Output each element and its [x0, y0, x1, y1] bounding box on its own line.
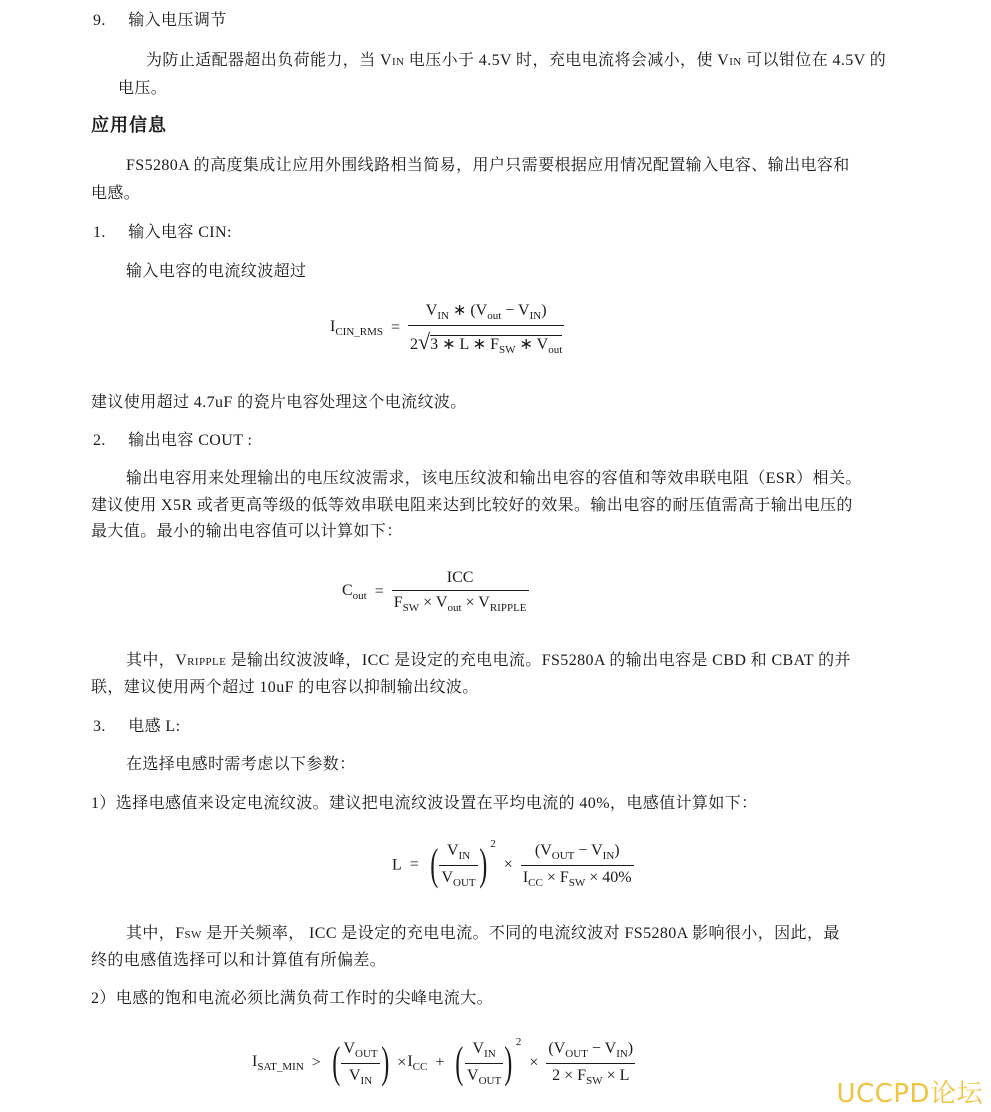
paragraph-line: 其中，VRIPPLE 是输出纹波波峰，ICC 是设定的充电电流。FS5280A 的输出电容是 CBD 和 CBAT 的并: [126, 652, 851, 669]
subscript: IN: [729, 56, 742, 68]
eq-lhs: $I_{SAT\_MIN}$: [252, 1053, 304, 1074]
paragraph-line: 输入电容的电流纹波超过: [126, 263, 307, 280]
section-heading: 应用信息: [91, 115, 167, 136]
times-sign: ×: [503, 856, 513, 874]
denominator: $F_{SW} \times V_{out} \times V_{RIPPLE}$: [392, 590, 529, 614]
right-paren-icon: ): [478, 840, 487, 890]
paragraph-line: 最大值。最小的输出电容值可以计算如下：: [91, 523, 403, 540]
list-item-heading: [93, 222, 232, 244]
item-title: 输入电容 CIN:: [128, 224, 232, 241]
paragraph-line: 输出电容用来处理输出的电压纹波需求，该电压纹波和输出电容的容值和等效串联电阻（ESR）相关。: [126, 470, 862, 487]
watermark: UCCPD论坛: [836, 1079, 983, 1109]
numerator: $V_{IN}$ ∗ $(V_{out} - V_{IN})$: [425, 302, 547, 322]
subscript: IN: [391, 56, 405, 68]
paragraph-line: 电压。: [118, 80, 168, 97]
equation-isat-min: $I_{SAT\_MIN}$ > ( $\frac{V_{OUT}}{V_{IN}}$ ) $\times I_{CC}$ + ( $\frac{V_{IN}}{V_{OUT}}$ ) $^2$ × $\frac{(V_{OUT} - V_{IN})}{2 \times F_{SW} \times L}$: [252, 1036, 634, 1088]
item-title: 电感 L:: [128, 718, 181, 735]
list-item-heading: [93, 716, 180, 738]
paragraph-line: 终的电感值选择可以和计算值有所偏差。: [91, 952, 387, 969]
paragraph-line: FS5280A 的高度集成让应用外围线路相当简易，用户只需要根据应用情况配置输入电容、输出电容和: [126, 157, 850, 174]
equals-sign: =: [409, 856, 419, 874]
times-sign: ×: [397, 1054, 407, 1072]
left-paren-icon: (: [332, 1038, 341, 1088]
paragraph-line: 1）选择电感值来设定电流纹波。建议把电流纹波设置在平均电流的 40%，电感值计算如下：: [91, 795, 758, 812]
right-paren-icon: ): [380, 1038, 389, 1088]
left-paren-icon: (: [430, 840, 439, 890]
equals-sign: =: [374, 582, 384, 600]
fraction: $\frac{V_{OUT}}{V_{IN}}$: [343, 1039, 378, 1087]
exponent: 2: [490, 838, 496, 850]
text: 电压小于 4.5V 时，充电电流将会减小，使 V: [404, 52, 730, 69]
paragraph-line: 联，建议使用两个超过 10uF 的电容以抑制输出纹波。: [91, 679, 479, 696]
section-title: 输入电压调节: [128, 12, 227, 29]
left-paren-icon: (: [455, 1038, 464, 1088]
sqrt-icon: √: [418, 329, 431, 354]
fraction: $\frac{V_{IN}}{V_{OUT}}$: [441, 841, 476, 889]
eq-lhs: $C_{out}$: [342, 581, 367, 602]
section-number: 9.: [93, 12, 106, 29]
equation-icin-rms: [330, 300, 564, 356]
paragraph-line: 建议使用 X5R 或者更高等级的低等效串联电阻来达到比较好的效果。输出电容的耐压值需高于输出电压的: [91, 497, 853, 514]
eq-lhs: $I_{CIN\_RMS}$: [330, 318, 384, 338]
paragraph-line: 2）电感的饱和电流必须比满负荷工作时的尖峰电流大。: [91, 990, 494, 1007]
eq-lhs: L: [392, 856, 402, 874]
fraction: $\frac{(V_{OUT} - V_{IN})}{I_{CC} \times F_{SW} \times 40\%}$: [522, 841, 632, 889]
equation-cout: [342, 569, 529, 614]
fraction: $\frac{V_{IN}}{V_{OUT}}$: [467, 1039, 502, 1087]
list-item-heading: [93, 430, 252, 452]
equals-sign: =: [391, 319, 401, 336]
item-number: 3.: [93, 718, 106, 735]
fraction: [408, 300, 564, 356]
fraction: $\frac{(V_{OUT} - V_{IN})}{2 \times F_{SW} \times L}$: [548, 1039, 634, 1087]
numerator: ICC: [446, 569, 474, 586]
text: 可以钳位在 4.5V 的: [741, 52, 887, 69]
exponent: 2: [515, 1036, 522, 1048]
item-number: 1.: [93, 224, 106, 241]
paragraph-line: 在选择电感时需考虑以下参数：: [126, 756, 356, 773]
equation-inductance: [392, 838, 634, 889]
paragraph-line: 其中，FSW 是开关频率， ICC 是设定的充电电流。不同的电流纹波对 FS5280A 影响很小，因此，最: [126, 925, 840, 942]
paragraph-line: 电感。: [91, 185, 141, 202]
plus-sign: +: [435, 1054, 445, 1072]
times-sign: ×: [529, 1054, 539, 1072]
paragraph-line: 建议使用超过 4.7uF 的瓷片电容处理这个电流纹波。: [91, 394, 467, 411]
text: 为防止适配器超出负荷能力，当 V: [146, 52, 392, 69]
fraction: [392, 569, 529, 614]
paragraph-line: [146, 50, 886, 73]
greater-than-sign: >: [311, 1054, 321, 1072]
item-number: 2.: [93, 432, 106, 449]
denominator: 2√3 ∗ L ∗ $F_{SW}$ ∗ $V_{out}$: [408, 325, 564, 356]
item-title: 输出电容 COUT :: [128, 432, 253, 449]
right-paren-icon: ): [504, 1038, 513, 1088]
section-9-heading: [93, 10, 227, 32]
